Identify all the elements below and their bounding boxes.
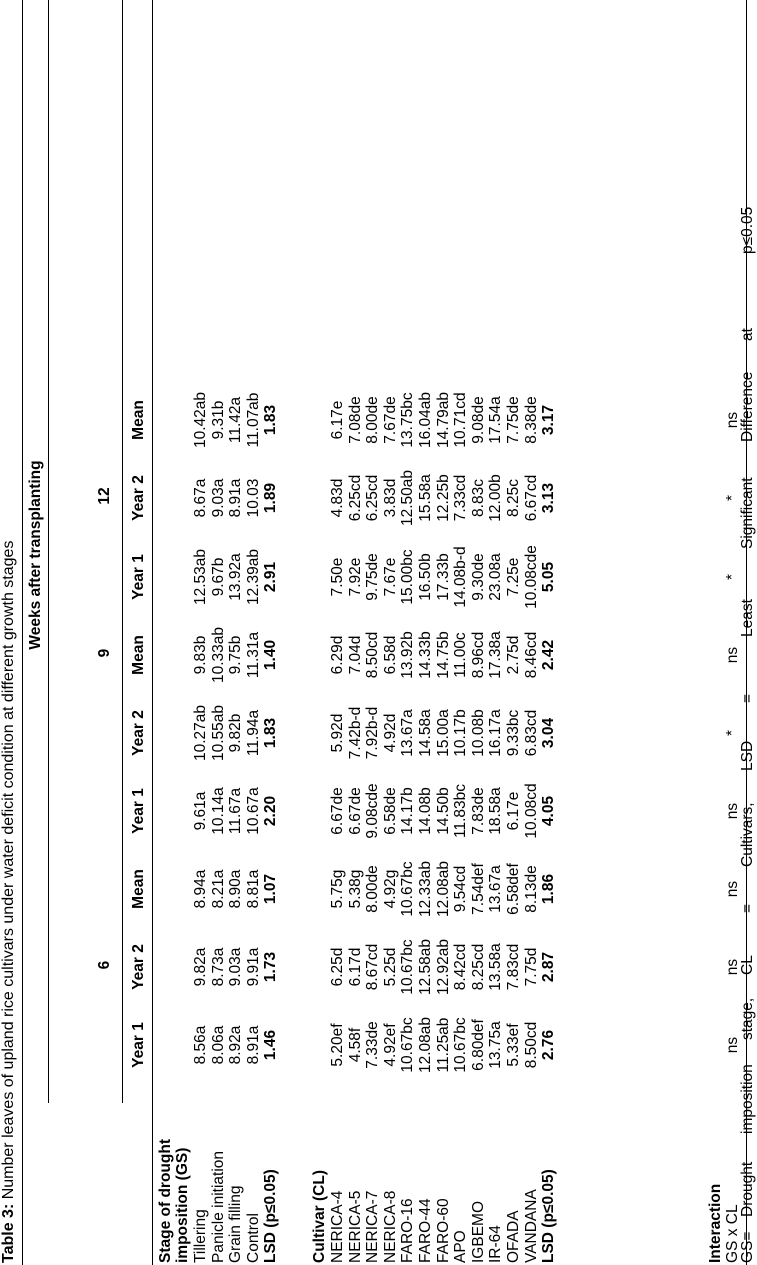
subheader-5: Year 2 <box>130 710 147 756</box>
gs-row-2-c7: 13.92a <box>227 553 244 601</box>
cl-row-1-c8: 6.25cd <box>346 474 364 522</box>
cl-row-7-c1: 10.67bc <box>452 1017 470 1073</box>
cl-lsd-c4: 4.05 <box>540 795 558 827</box>
cl-row-3-c4: 6.58de <box>381 787 399 835</box>
cl-row-4-c0: FARO-16 <box>399 1198 417 1263</box>
gs-lsd-c2: 1.73 <box>262 951 279 983</box>
cl-row-4-c9: 13.75bc <box>399 392 417 448</box>
footnote-word-9: Least <box>739 599 756 637</box>
cl-row-7-c4: 11.83bc <box>452 784 470 839</box>
cl-row-0-c5: 5.92d <box>329 713 346 753</box>
header-bottom-rule <box>152 0 153 1265</box>
footnote-word-3: stage, <box>739 997 756 1040</box>
cl-row-10-c9: 7.75de <box>505 396 522 444</box>
table-caption <box>0 541 18 1263</box>
cl-row-4-c4: 14.17b <box>399 787 417 835</box>
gs-row-3-c6: 11.31a <box>244 631 262 679</box>
gs-lsd-c8: 1.89 <box>262 482 279 514</box>
subheader-2: Year 2 <box>130 944 147 990</box>
cl-row-7-c6: 11.00c <box>452 632 470 678</box>
cl-row-0-c4: 6.67de <box>329 787 346 835</box>
cl-row-1-c2: 6.17d <box>346 947 364 987</box>
cl-row-2-c8: 6.25cd <box>364 474 382 522</box>
cl-row-2-c6: 8.50cd <box>364 631 382 679</box>
cl-row-10-c1: 5.33ef <box>505 1023 522 1067</box>
cl-row-11-c4: 10.08cd <box>522 783 540 839</box>
subheader-8: Year 2 <box>130 475 147 521</box>
interaction-row-c4: ns <box>724 802 741 820</box>
cl-row-4-c8: 12.50ab <box>399 469 417 527</box>
cl-row-5-c3: 12.33ab <box>417 860 434 918</box>
subheader-1: Year 1 <box>130 1022 147 1068</box>
footnote-word-11: Difference <box>739 371 756 442</box>
cl-row-3-c1: 4.92ef <box>381 1023 399 1067</box>
cl-row-0-c8: 4.83d <box>329 478 346 518</box>
gs-row-0-c5: 10.27ab <box>192 704 209 762</box>
cl-row-11-c8: 6.67cd <box>522 474 540 522</box>
cl-row-1-c4: 6.67de <box>346 787 364 835</box>
cl-row-4-c2: 10.67bc <box>399 939 417 995</box>
gs-title-2: imposition (GS) <box>174 1147 191 1263</box>
cl-row-2-c9: 8.00de <box>364 396 382 444</box>
cl-row-1-c0: NERICA-5 <box>346 1190 364 1263</box>
subheader-3: Mean <box>130 869 147 909</box>
cl-row-9-c7: 23.08a <box>487 553 505 601</box>
cl-row-3-c3: 4.92g <box>381 869 399 909</box>
cl-row-3-c7: 7.67e <box>381 557 399 597</box>
gs-row-0-c7: 12.53ab <box>192 548 209 606</box>
cl-row-10-c0: OFADA <box>505 1210 522 1263</box>
week-header-9: 9 <box>96 648 113 658</box>
cl-row-5-c1: 12.08ab <box>417 1016 434 1074</box>
footnote-word-8: = <box>739 693 756 703</box>
cl-row-10-c5: 9.33bc <box>505 709 522 757</box>
cl-lsd-c9: 3.17 <box>540 404 558 436</box>
gs-row-1-c9: 9.31b <box>209 400 227 440</box>
interaction-row-c5: * <box>724 729 741 737</box>
cl-row-2-c7: 9.75de <box>364 553 382 601</box>
interaction-row-c2: ns <box>724 958 741 976</box>
week-header-6: 6 <box>96 960 113 970</box>
cl-title: Cultivar (CL) <box>311 1170 328 1263</box>
cl-row-2-c4: 9.08cde <box>364 783 382 839</box>
gs-row-2-c3: 8.90a <box>227 869 244 909</box>
gs-row-1-c2: 8.73a <box>209 947 227 987</box>
gs-row-1-c5: 10.55ab <box>209 704 227 762</box>
gs-row-2-c9: 11.42a <box>227 396 244 444</box>
subheader-4: Year 1 <box>130 788 147 834</box>
cl-row-11-c7: 10.08cde <box>522 545 540 609</box>
cl-row-3-c2: 5.25d <box>381 947 399 987</box>
cl-lsd-c2: 2.87 <box>540 951 558 983</box>
cl-row-9-c1: 13.75a <box>487 1021 505 1069</box>
cl-row-8-c5: 10.08b <box>469 709 487 757</box>
gs-row-2-c0: Grain filling <box>227 1185 244 1263</box>
interaction-row-c1: ns <box>724 1036 741 1054</box>
cl-row-5-c6: 14.33b <box>417 631 434 679</box>
cl-row-6-c5: 15.00a <box>434 709 452 757</box>
cl-row-1-c9: 7.08de <box>346 396 364 444</box>
cl-row-9-c2: 13.58a <box>487 943 505 991</box>
cl-row-5-c0: FARO-44 <box>417 1198 434 1263</box>
gs-row-3-c4: 10.67a <box>244 787 262 835</box>
cl-row-8-c7: 9.30de <box>469 553 487 601</box>
cl-row-8-c1: 6.80def <box>469 1019 487 1071</box>
cl-row-10-c7: 7.25e <box>505 557 522 597</box>
cl-row-1-c1: 4.58f <box>346 1027 364 1063</box>
cl-row-7-c8: 7.33cd <box>452 474 470 522</box>
gs-lsd-c7: 2.91 <box>262 561 279 593</box>
cl-row-10-c4: 6.17e <box>505 791 522 831</box>
cl-row-5-c5: 14.58a <box>417 709 434 757</box>
cl-row-1-c7: 7.92e <box>346 557 364 597</box>
gs-row-1-c8: 9.03a <box>209 478 227 518</box>
gs-row-0-c4: 9.61a <box>192 791 209 831</box>
gs-row-2-c2: 9.03a <box>227 947 244 987</box>
gs-lsd-c4: 2.20 <box>262 795 279 827</box>
subheader-7: Year 1 <box>130 554 147 600</box>
cl-row-6-c2: 12.92ab <box>434 938 452 996</box>
gs-row-2-c4: 11.67a <box>227 787 244 835</box>
gs-row-1-c6: 10.33ab <box>209 626 227 684</box>
cl-row-6-c1: 11.25ab <box>434 1017 452 1073</box>
cl-row-7-c2: 8.42cd <box>452 943 470 991</box>
cl-row-9-c3: 13.67a <box>487 865 505 913</box>
cl-row-4-c5: 13.67a <box>399 709 417 757</box>
cl-row-2-c2: 8.67cd <box>364 943 382 991</box>
cl-lsd-c5: 3.04 <box>540 717 558 749</box>
cl-row-1-c5: 7.42b-d <box>346 706 364 760</box>
gs-lsd-c6: 1.40 <box>262 639 279 671</box>
gs-row-3-c5: 11.94a <box>244 709 262 757</box>
interaction-row-c3: ns <box>724 880 741 898</box>
gs-lsd-c9: 1.83 <box>262 404 279 436</box>
cl-row-10-c8: 8.25c <box>505 479 522 517</box>
cl-row-8-c3: 7.54def <box>469 863 487 915</box>
cl-row-10-c2: 7.83cd <box>505 943 522 991</box>
cl-row-11-c6: 8.46cd <box>522 631 540 679</box>
cl-row-2-c3: 8.00de <box>364 865 382 913</box>
cl-row-5-c9: 16.04ab <box>417 391 434 449</box>
gs-row-3-c9: 11.07ab <box>244 392 262 448</box>
cl-row-0-c1: 5.20ef <box>329 1023 346 1067</box>
gs-row-3-c1: 8.91a <box>244 1025 262 1065</box>
cl-row-3-c6: 6.58d <box>381 635 399 675</box>
subheader-rule <box>122 0 123 1103</box>
gs-row-1-c7: 9.67b <box>209 557 227 597</box>
cl-row-8-c8: 8.83c <box>469 479 487 517</box>
cl-row-8-c2: 8.25cd <box>469 943 487 991</box>
cl-row-8-c0: IGBEMO <box>469 1200 487 1263</box>
cl-row-3-c0: NERICA-8 <box>381 1190 399 1263</box>
cl-row-11-c1: 8.50cd <box>522 1021 540 1069</box>
footnote-word-7: LSD <box>739 740 756 771</box>
gs-row-2-c5: 9.82b <box>227 713 244 753</box>
caption-label: Table 3: <box>0 1203 17 1263</box>
cl-row-6-c9: 14.79ab <box>434 391 452 449</box>
gs-lsd-c5: 1.83 <box>262 717 279 749</box>
footnote-word-4: CL <box>739 955 756 975</box>
interaction-row-c9: ns <box>724 411 741 429</box>
cl-row-9-c6: 17.38a <box>487 631 505 679</box>
cl-row-8-c9: 9.08de <box>469 396 487 444</box>
gs-row-1-c1: 8.06a <box>209 1025 227 1065</box>
footnote-word-10: Significant <box>739 477 756 549</box>
cl-row-11-c0: VANDANA <box>522 1189 540 1263</box>
gs-row-0-c2: 9.82a <box>192 947 209 987</box>
cl-row-4-c7: 15.00bc <box>399 549 417 605</box>
week-header-12: 12 <box>96 487 113 505</box>
cl-row-4-c3: 10.67bc <box>399 861 417 917</box>
cl-row-10-c6: 2.75d <box>505 635 522 675</box>
gs-lsd-c3: 1.07 <box>262 873 279 905</box>
caption-text: Number leaves of upland rice cultivars under water deficit condition at different growth stages <box>0 540 17 1204</box>
cl-row-7-c7: 14.08b-d <box>452 546 470 608</box>
cl-lsd-c0: LSD (p≤0.05) <box>540 1169 558 1263</box>
interaction-row-c8: * <box>724 494 741 502</box>
gs-row-1-c0: Panicle initiation <box>209 1150 227 1263</box>
top-rule <box>22 0 23 1265</box>
cl-row-0-c0: NERICA-4 <box>329 1190 346 1263</box>
cl-row-3-c9: 7.67de <box>381 396 399 444</box>
cl-row-4-c1: 10.67bc <box>399 1017 417 1073</box>
cl-lsd-c7: 5.05 <box>540 561 558 593</box>
cl-row-6-c8: 12.25b <box>434 474 452 522</box>
cl-row-3-c5: 4.92d <box>381 713 399 753</box>
cl-row-8-c4: 7.83de <box>469 787 487 835</box>
cl-row-9-c5: 16.17a <box>487 709 505 757</box>
gs-row-3-c2: 9.91a <box>244 947 262 987</box>
cl-row-7-c5: 10.17b <box>452 709 470 757</box>
cl-row-2-c5: 7.92b-d <box>364 706 382 760</box>
cl-row-0-c2: 6.25d <box>329 947 346 987</box>
cl-row-0-c3: 5.75g <box>329 869 346 909</box>
cl-row-11-c2: 7.75d <box>522 947 540 987</box>
subheader-9: Mean <box>130 400 147 440</box>
gs-row-2-c6: 9.75b <box>227 635 244 675</box>
gs-row-0-c0: Tillering <box>192 1209 209 1263</box>
footnote-word-12: at <box>739 328 756 341</box>
cl-row-0-c6: 6.29d <box>329 635 346 675</box>
gs-row-3-c8: 10.03 <box>244 478 262 518</box>
cl-row-9-c8: 12.00b <box>487 474 505 522</box>
cl-row-7-c3: 9.54cd <box>452 865 470 913</box>
cl-lsd-c3: 1.86 <box>540 873 558 905</box>
gs-lsd-c1: 1.46 <box>262 1029 279 1061</box>
cl-row-11-c9: 8.38de <box>522 396 540 444</box>
cl-row-6-c3: 12.08ab <box>434 860 452 918</box>
gs-row-3-c7: 12.39ab <box>244 548 262 606</box>
cl-row-0-c9: 6.17e <box>329 400 346 440</box>
gs-row-0-c6: 9.83b <box>192 635 209 675</box>
gs-row-3-c0: Control <box>244 1213 262 1263</box>
weeks-header: Weeks after transplanting <box>27 460 44 650</box>
cl-row-11-c5: 6.83cd <box>522 709 540 757</box>
cl-row-6-c0: FARO-60 <box>434 1198 452 1263</box>
gs-row-1-c3: 8.21a <box>209 869 227 909</box>
cl-lsd-c8: 3.13 <box>540 482 558 514</box>
gs-row-3-c3: 8.81a <box>244 869 262 909</box>
cl-row-2-c0: NERICA-7 <box>364 1190 382 1263</box>
cl-row-5-c7: 16.50b <box>417 553 434 601</box>
footnote-word-5: = <box>739 903 756 913</box>
cl-row-0-c7: 7.50e <box>329 557 346 597</box>
weeks-rule <box>48 0 49 1103</box>
gs-row-0-c1: 8.56a <box>192 1025 209 1065</box>
interaction-title: Interaction <box>707 1183 724 1263</box>
cl-row-5-c2: 12.58ab <box>417 938 434 996</box>
gs-row-1-c4: 10.14a <box>209 787 227 835</box>
cl-row-9-c4: 18.58a <box>487 787 505 835</box>
gs-row-2-c1: 8.92a <box>227 1025 244 1065</box>
cl-row-9-c0: IR-64 <box>487 1225 505 1263</box>
cl-row-11-c3: 8.13de <box>522 865 540 913</box>
interaction-row-c6: ns <box>724 646 741 664</box>
gs-row-2-c8: 8.91a <box>227 478 244 518</box>
cl-row-10-c3: 6.58def <box>505 863 522 915</box>
footnote-word-2: imposition <box>739 1064 756 1134</box>
cl-row-5-c8: 15.58a <box>417 474 434 522</box>
gs-row-0-c8: 8.67a <box>192 478 209 518</box>
footnote-word-1: Drought <box>739 1161 756 1217</box>
interaction-row-c0: GS x CL <box>724 1204 741 1263</box>
cl-row-6-c7: 17.33b <box>434 553 452 601</box>
cl-row-8-c6: 8.96cd <box>469 631 487 679</box>
cl-row-1-c6: 7.04d <box>346 635 364 675</box>
gs-lsd-c0: LSD (p≤0.05) <box>262 1169 279 1263</box>
cl-row-3-c8: 3.83d <box>381 478 399 518</box>
cl-row-7-c0: APO <box>452 1230 470 1263</box>
cl-row-4-c6: 13.92b <box>399 631 417 679</box>
cl-lsd-c6: 2.42 <box>540 639 558 671</box>
cl-row-5-c4: 14.08b <box>417 787 434 835</box>
interaction-row-c7: * <box>724 573 741 581</box>
footnote-word-13: p≤0.05 <box>739 206 756 254</box>
gs-row-0-c9: 10.42ab <box>192 391 209 449</box>
cl-row-7-c9: 10.71cd <box>452 392 470 448</box>
cl-row-6-c4: 14.50b <box>434 787 452 835</box>
cl-row-9-c9: 17.54a <box>487 396 505 444</box>
gs-title-1: Stage of drought <box>157 1139 174 1263</box>
footnote-word-6: Cultivars, <box>739 802 756 867</box>
cl-lsd-c1: 2.76 <box>540 1029 558 1061</box>
cl-row-1-c3: 5.38g <box>346 869 364 909</box>
cl-row-6-c6: 14.75b <box>434 631 452 679</box>
footnote-word-0: GS= <box>739 1231 756 1263</box>
cl-row-2-c1: 7.33de <box>364 1021 382 1069</box>
subheader-6: Mean <box>130 635 147 675</box>
gs-row-0-c3: 8.94a <box>192 869 209 909</box>
